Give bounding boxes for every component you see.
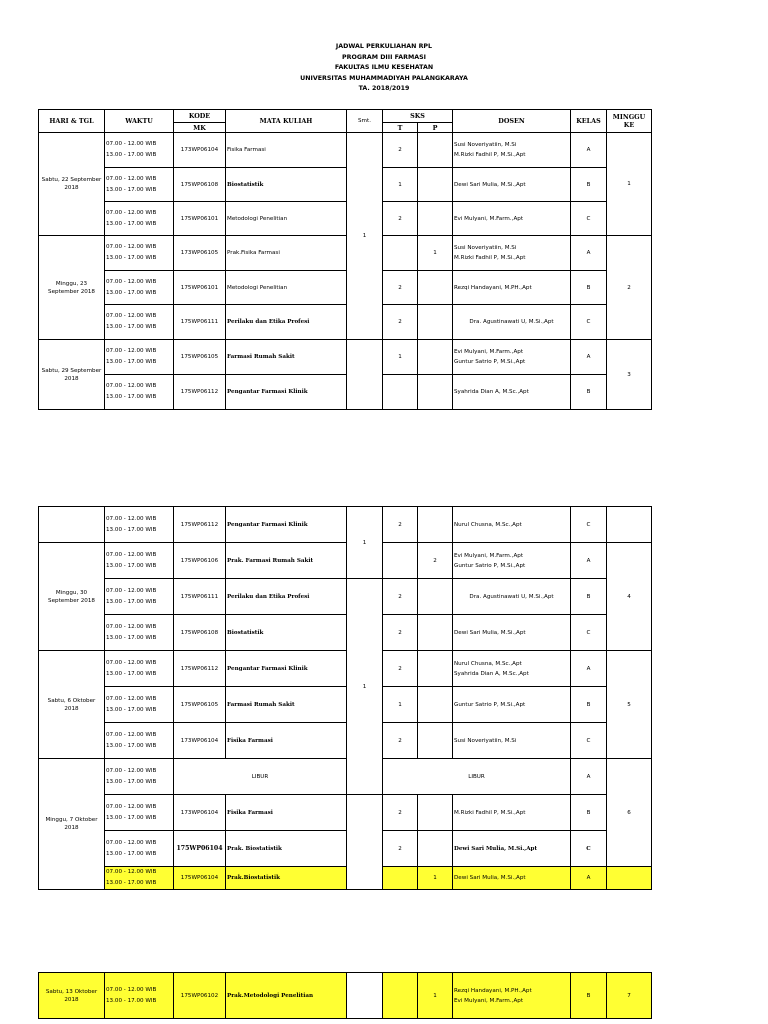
kode-cell: 175WP06111: [174, 305, 226, 340]
dosen-cell: [453, 340, 571, 375]
sks-t-cell: 2: [383, 202, 418, 236]
semester-cell-empty: [347, 340, 383, 410]
dosen-cell: Guntur Satrio P, M.Si.,Apt: [453, 687, 571, 723]
title-line-3: FAKULTAS ILMU KESEHATAN: [334, 64, 434, 72]
minggu-cell-empty: [607, 507, 652, 543]
dosen-2: Guntur Satrio P, M.Si.,Apt: [454, 359, 526, 365]
time-cell: [105, 375, 174, 410]
time-cell: [105, 168, 174, 202]
table-row: [39, 651, 652, 687]
dosen-1: Nurul Chusna, M.Sc.,Apt: [454, 660, 522, 667]
sks-p-cell: 1: [418, 236, 453, 271]
time-morning: 07.00 - 12.00 WIB: [106, 141, 157, 147]
kelas-cell: B: [571, 687, 607, 723]
dosen-1: Evi Mulyani, M.Farm.,Apt: [454, 552, 524, 559]
dosen-2: M.Rizki Fadhil P, M.Si.,Apt: [454, 152, 526, 158]
schedule-table-page-3: [38, 972, 652, 1019]
semester-cell-empty: [347, 795, 383, 890]
day-cell: Minggu, 23 September 2018: [39, 236, 105, 340]
dosen-cell: [453, 543, 571, 579]
sks-p-cell: [418, 507, 453, 543]
dosen-cell: Dewi Sari Mulia, M.Si.,Apt: [453, 168, 571, 202]
time-cell: [105, 831, 174, 867]
kode-cell: 175WP06101: [174, 271, 226, 305]
kelas-cell: B: [571, 795, 607, 831]
time-afternoon: 13.00 - 17.00 WIB: [106, 186, 157, 193]
time-cell: [105, 305, 174, 340]
matkul-cell: Perilaku dan Etika Profesi: [226, 305, 347, 340]
dosen-cell: Dra. Agustinawati U, M.Si.,Apt: [453, 305, 571, 340]
matkul-cell: Prak. Farmasi Rumah Sakit: [226, 543, 347, 579]
time-afternoon: 13.00 - 17.00 WIB: [106, 742, 157, 749]
time-cell: [105, 236, 174, 271]
sks-p-cell: [418, 687, 453, 723]
matkul-cell: Pengantar Farmasi Klinik: [226, 651, 347, 687]
kode-cell: 175WP06108: [174, 615, 226, 651]
sks-t-cell: 2: [383, 305, 418, 340]
time-afternoon: 13.00 - 17.00 WIB: [106, 526, 157, 533]
time-afternoon: 13.00 - 17.00 WIB: [106, 255, 157, 261]
title-line-1: JADWAL PERKULIAHAN RPL: [335, 43, 433, 50]
time-morning: 07.00 - 12.00 WIB: [106, 695, 157, 702]
kelas-cell: A: [571, 867, 607, 890]
minggu-cell: 5: [607, 651, 652, 759]
kode-cell: 173WP06104: [174, 723, 226, 759]
time-afternoon: 13.00 - 17.00 WIB: [106, 880, 157, 886]
minggu-cell: 7: [607, 973, 652, 1019]
semester-cell: 1: [347, 133, 383, 340]
kelas-cell: B: [571, 168, 607, 202]
kode-cell: 175WP06105: [174, 687, 226, 723]
matkul-cell: Fisika Farmasi: [226, 133, 347, 168]
sks-t-cell: 2: [383, 651, 418, 687]
table-row: [39, 375, 652, 410]
kelas-cell: B: [571, 579, 607, 615]
kode-cell: 175WP06104: [174, 831, 226, 867]
dosen-cell: Dewi Sari Mulia, M.Si.,Apt: [453, 867, 571, 890]
header-minggu: [607, 110, 652, 133]
time-morning: 07.00 - 12.00 WIB: [106, 313, 157, 319]
time-morning: 07.00 - 12.00 WIB: [106, 587, 157, 594]
kode-cell: 175WP06112: [174, 651, 226, 687]
time-morning: 07.00 - 12.00 WIB: [106, 803, 157, 810]
sks-t-cell: [383, 543, 418, 579]
table-row: [39, 723, 652, 759]
kode-cell: 175WP06111: [174, 579, 226, 615]
libur-cell: LIBUR: [174, 759, 347, 795]
schedule-table-page-1: [38, 109, 652, 410]
minggu-cell: 1: [607, 133, 652, 236]
header-p: P: [418, 123, 453, 133]
dosen-cell: Nurul Chusna, M.Sc.,Apt: [453, 507, 571, 543]
sks-t-cell: 2: [383, 271, 418, 305]
time-morning: 07.00 - 12.00 WIB: [106, 515, 157, 522]
kode-cell: 173WP06105: [174, 236, 226, 271]
matkul-cell: Prak.Fisika Farmasi: [226, 236, 347, 271]
table-row: [39, 795, 652, 831]
time-cell: [105, 723, 174, 759]
header-minggu-2: KE: [623, 121, 635, 129]
table-row: [39, 340, 652, 375]
dosen-2: M.Rizki Fadhil P, M.Si.,Apt: [454, 255, 526, 261]
header-smt: Smt.: [347, 110, 383, 133]
minggu-cell: 3: [607, 340, 652, 410]
matkul-cell: Perilaku dan Etika Profesi: [226, 579, 347, 615]
day-cell: Sabtu, 29 September 2018: [39, 340, 105, 410]
title-line-2: PROGRAM DIII FARMASI: [342, 53, 426, 61]
kelas-cell: A: [571, 340, 607, 375]
time-cell: [105, 615, 174, 651]
time-cell: [105, 133, 174, 168]
kode-cell: 175WP06106: [174, 543, 226, 579]
sks-p-cell: [418, 271, 453, 305]
sks-p-cell: 1: [418, 973, 453, 1019]
header-minggu-1: MINGGU: [612, 113, 646, 121]
day-cell: Sabtu, 13 Oktober 2018: [39, 973, 105, 1019]
time-cell: [105, 271, 174, 305]
sks-p-cell: [418, 168, 453, 202]
time-afternoon: 13.00 - 17.00 WIB: [106, 562, 157, 569]
sks-p-cell: [418, 795, 453, 831]
sks-p-cell: 1: [418, 867, 453, 890]
kelas-cell: A: [571, 236, 607, 271]
dosen-2: Guntur Satrio P, M.Si.,Apt: [454, 562, 526, 569]
minggu-cell: 4: [607, 543, 652, 651]
dosen-cell: Dewi Sari Mulia, M.Si.,Apt: [453, 831, 571, 867]
sks-p-cell: [418, 831, 453, 867]
sks-t-cell: [383, 236, 418, 271]
time-cell: [105, 507, 174, 543]
time-cell: [105, 543, 174, 579]
minggu-cell-empty: [607, 867, 652, 890]
sks-t-cell: [383, 973, 418, 1019]
sks-t-cell: 1: [383, 168, 418, 202]
sks-p-cell: [418, 375, 453, 410]
time-afternoon: 13.00 - 17.00 WIB: [106, 289, 157, 296]
sks-t-cell: 1: [383, 340, 418, 375]
time-morning: 07.00 - 12.00 WIB: [106, 986, 157, 993]
header-kelas: KELAS: [571, 110, 607, 133]
kelas-cell: B: [571, 375, 607, 410]
kelas-cell: B: [571, 271, 607, 305]
time-cell: [105, 651, 174, 687]
day-cell: Sabtu, 6 Oktober 2018: [39, 651, 105, 759]
time-afternoon: 13.00 - 17.00 WIB: [106, 706, 157, 713]
header-row: [39, 110, 652, 123]
matkul-cell: Farmasi Rumah Sakit: [226, 340, 347, 375]
table-row: [39, 236, 652, 271]
semester-cell: 1: [347, 507, 383, 579]
dosen-1: Rezqi Handayani, M.PH.,Apt: [454, 987, 532, 994]
kelas-cell: C: [571, 507, 607, 543]
day-cell: Minggu, 30 September 2018: [39, 543, 105, 651]
matkul-cell: Prak. Biostatistik: [226, 831, 347, 867]
header-t: T: [383, 123, 418, 133]
sks-p-cell: [418, 305, 453, 340]
sks-t-cell: 2: [383, 579, 418, 615]
sks-t-cell: 2: [383, 723, 418, 759]
matkul-cell: Farmasi Rumah Sakit: [226, 687, 347, 723]
dosen-cell: [453, 651, 571, 687]
dosen-2: Evi Mulyani, M.Farm.,Apt: [454, 997, 524, 1004]
matkul-cell: Biostatistik: [226, 168, 347, 202]
header-sks: SKS: [383, 110, 453, 123]
kode-cell: 175WP06108: [174, 168, 226, 202]
title-line-5: TA. 2018/2019: [358, 85, 410, 93]
table-row: [39, 687, 652, 723]
time-morning: 07.00 - 12.00 WIB: [106, 209, 157, 216]
time-afternoon: 13.00 - 17.00 WIB: [106, 814, 157, 821]
time-afternoon: 13.00 - 17.00 WIB: [106, 394, 157, 400]
kelas-cell: A: [571, 543, 607, 579]
matkul-cell: Pengantar Farmasi Klinik: [226, 375, 347, 410]
sks-p-cell: 2: [418, 543, 453, 579]
matkul-cell: Metodologi Penelitian: [226, 271, 347, 305]
kelas-cell: A: [571, 651, 607, 687]
time-morning: 07.00 - 12.00 WIB: [106, 767, 157, 774]
table-row: [39, 831, 652, 867]
time-cell: [105, 795, 174, 831]
sks-p-cell: [418, 579, 453, 615]
time-cell: [105, 759, 174, 795]
day-cell: Minggu, 7 Oktober 2018: [39, 759, 105, 890]
time-afternoon: 13.00 - 17.00 WIB: [106, 850, 157, 857]
dosen-cell: Dra. Agustinawati U, M.Si.,Apt: [453, 579, 571, 615]
time-afternoon: 13.00 - 17.00 WIB: [106, 634, 157, 641]
kelas-cell: C: [571, 202, 607, 236]
header-waktu: WAKTU: [105, 110, 174, 133]
dosen-cell: M.Rizki Fadhil P, M.Si.,Apt: [453, 795, 571, 831]
semester-cell-empty: [347, 973, 383, 1019]
time-afternoon: 13.00 - 17.00 WIB: [106, 152, 157, 158]
kode-cell: 175WP06104: [174, 867, 226, 890]
time-afternoon: 13.00 - 17.00 WIB: [106, 670, 157, 677]
matkul-cell: Fisika Farmasi: [226, 723, 347, 759]
sks-t-cell: 2: [383, 133, 418, 168]
kelas-cell: C: [571, 831, 607, 867]
time-cell: [105, 867, 174, 890]
kelas-cell: C: [571, 615, 607, 651]
dosen-1: Evi Mulyani, M.Farm.,Apt: [454, 349, 524, 355]
time-cell: [105, 202, 174, 236]
dosen-2: Syahrida Dian A, M.Sc.,Apt: [454, 670, 529, 677]
matkul-cell: Metodologi Penelitian: [226, 202, 347, 236]
time-morning: 07.00 - 12.00 WIB: [106, 839, 157, 846]
time-morning: 07.00 - 12.00 WIB: [106, 731, 157, 738]
sks-t-cell: [383, 375, 418, 410]
time-afternoon: 13.00 - 17.00 WIB: [106, 778, 157, 785]
libur-dosen-cell: LIBUR: [383, 759, 571, 795]
time-afternoon: 13.00 - 17.00 WIB: [106, 997, 157, 1004]
kelas-cell: A: [571, 759, 607, 795]
sks-p-cell: [418, 723, 453, 759]
matkul-cell: Fisika Farmasi: [226, 795, 347, 831]
time-morning: 07.00 - 12.00 WIB: [106, 383, 157, 389]
table-row: [39, 507, 652, 543]
kode-cell: 173WP06104: [174, 133, 226, 168]
table-row: [39, 202, 652, 236]
header-kode: KODE: [174, 110, 226, 123]
sks-p-cell: [418, 133, 453, 168]
table-row: [39, 543, 652, 579]
day-cell: Sabtu, 22 September 2018: [39, 133, 105, 236]
table-row: [39, 271, 652, 305]
dosen-cell: [453, 133, 571, 168]
time-cell: [105, 973, 174, 1019]
kode-cell: 175WP06102: [174, 973, 226, 1019]
sks-t-cell: 2: [383, 615, 418, 651]
matkul-cell: Biostatistik: [226, 615, 347, 651]
sks-t-cell: 2: [383, 831, 418, 867]
kelas-cell: A: [571, 133, 607, 168]
matkul-cell: Prak.Metodologi Penelitian: [226, 973, 347, 1019]
dosen-cell: Rezqi Handayani, M.PH.,Apt: [453, 271, 571, 305]
table-row: [39, 305, 652, 340]
time-morning: 07.00 - 12.00 WIB: [106, 623, 157, 630]
header-mk: MK: [174, 123, 226, 133]
sks-t-cell: 2: [383, 507, 418, 543]
time-morning: 07.00 - 12.00 WIB: [106, 175, 157, 182]
minggu-cell: 2: [607, 236, 652, 340]
dosen-cell: Susi Noveriyatiin, M.Si: [453, 723, 571, 759]
time-morning: 07.00 - 12.00 WIB: [106, 869, 157, 875]
dosen-cell: Dewi Sari Mulia, M.Si.,Apt: [453, 615, 571, 651]
time-morning: 07.00 - 12.00 WIB: [106, 348, 157, 354]
minggu-cell: 6: [607, 759, 652, 867]
kode-cell: 175WP06112: [174, 507, 226, 543]
sks-p-cell: [418, 615, 453, 651]
dosen-cell: Syahrida Dian A, M.Sc.,Apt: [453, 375, 571, 410]
time-morning: 07.00 - 12.00 WIB: [106, 278, 157, 285]
sks-p-cell: [418, 340, 453, 375]
document-title: [0, 42, 768, 95]
kode-cell: 173WP06104: [174, 795, 226, 831]
time-afternoon: 13.00 - 17.00 WIB: [106, 598, 157, 605]
kelas-cell: C: [571, 305, 607, 340]
kelas-cell: B: [571, 973, 607, 1019]
kode-cell: 175WP06101: [174, 202, 226, 236]
matkul-cell: Prak.Biostatistik: [226, 867, 347, 890]
time-afternoon: 13.00 - 17.00 WIB: [106, 220, 157, 227]
day-cell-empty: [39, 507, 105, 543]
time-cell: [105, 687, 174, 723]
time-cell: [105, 579, 174, 615]
time-morning: 07.00 - 12.00 WIB: [106, 659, 157, 666]
dosen-cell: Evi Mulyani, M.Farm.,Apt: [453, 202, 571, 236]
sks-t-cell: 2: [383, 795, 418, 831]
dosen-cell: [453, 236, 571, 271]
sks-p-cell: [418, 202, 453, 236]
sks-p-cell: [418, 651, 453, 687]
header-dosen: DOSEN: [453, 110, 571, 133]
title-line-4: UNIVERSITAS MUHAMMADIYAH PALANGKARAYA: [300, 74, 468, 82]
semester-cell: 1: [347, 579, 383, 795]
kode-cell: 175WP06112: [174, 375, 226, 410]
dosen-cell: [453, 973, 571, 1019]
table-row-highlight: [39, 973, 652, 1019]
table-row: [39, 615, 652, 651]
time-afternoon: 13.00 - 17.00 WIB: [106, 359, 157, 365]
time-cell: [105, 340, 174, 375]
dosen-1: Susi Noveriyatiin, M.Si: [454, 142, 517, 148]
kelas-cell: C: [571, 723, 607, 759]
table-row: [39, 133, 652, 168]
matkul-cell: Pengantar Farmasi Klinik: [226, 507, 347, 543]
sks-t-cell: 1: [383, 687, 418, 723]
header-matkul: MATA KULIAH: [226, 110, 347, 133]
header-hari: HARI & TGL: [39, 110, 105, 133]
time-morning: 07.00 - 12.00 WIB: [106, 551, 157, 558]
table-row: [39, 579, 652, 615]
schedule-table-page-2: [38, 506, 652, 890]
kode-cell: 175WP06105: [174, 340, 226, 375]
table-row: [39, 759, 652, 795]
time-morning: 07.00 - 12.00 WIB: [106, 244, 157, 250]
table-row-highlight: [39, 867, 652, 890]
dosen-1: Susi Noveriyatiin, M.Si: [454, 245, 517, 251]
table-row: [39, 168, 652, 202]
time-afternoon: 13.00 - 17.00 WIB: [106, 324, 157, 330]
sks-t-cell: [383, 867, 418, 890]
